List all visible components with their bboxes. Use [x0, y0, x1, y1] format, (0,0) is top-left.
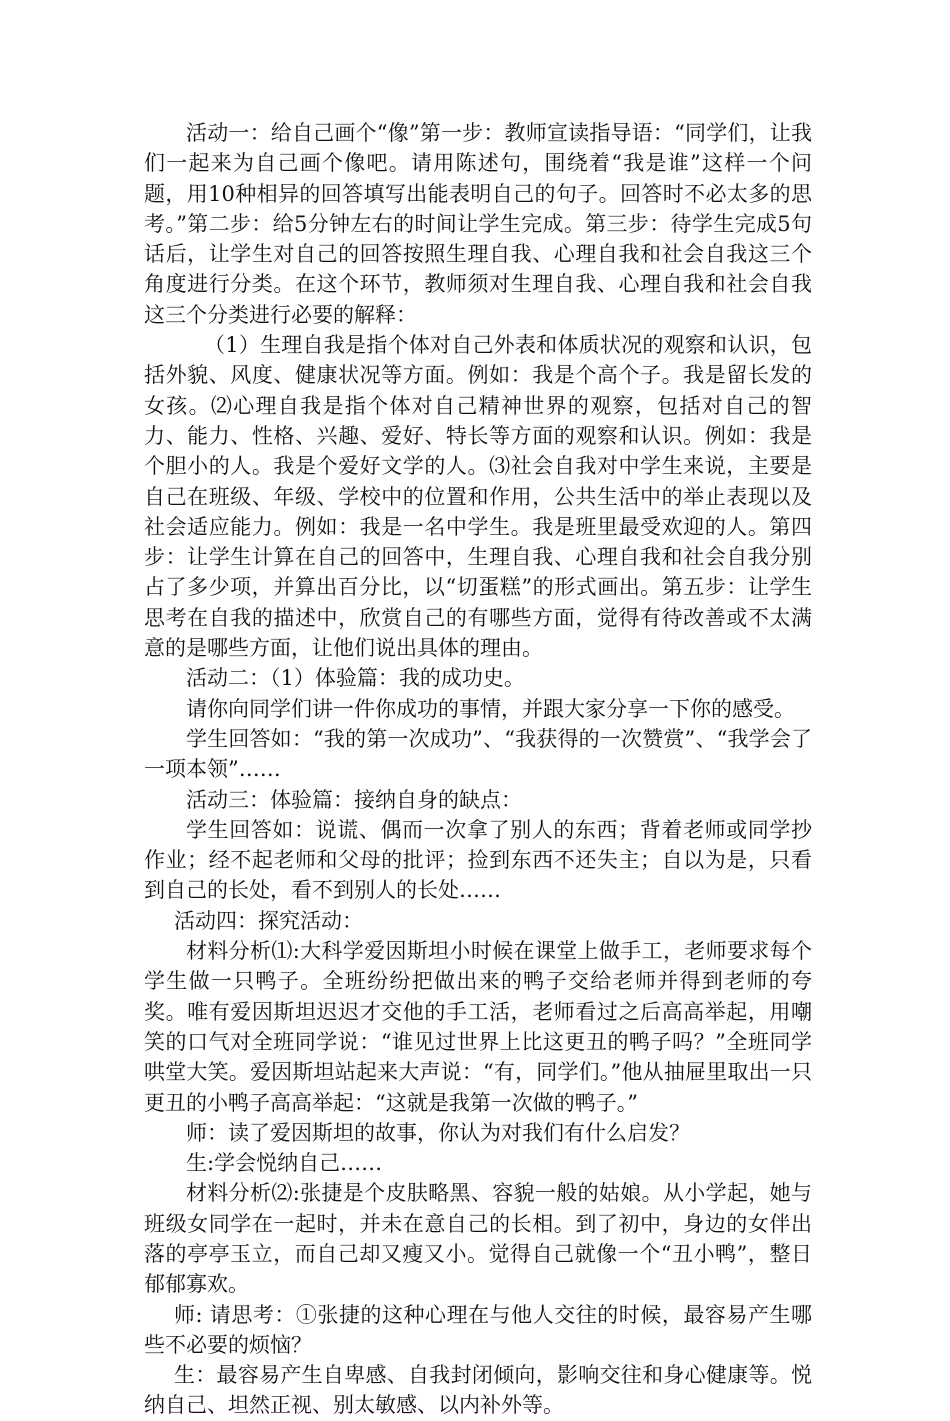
paragraph-teacher-question-two: 师: 请思考：①张捷的这种心理在与他人交往的时候，最容易产生哪些不必要的烦恼？ [144, 1302, 812, 1357]
paragraph-material-one: 材料分析⑴:大科学爱因斯坦小时候在课堂上做手工，老师要求每个学生做一只鸭子。全班纷纷把做出来的鸭子交给老师并得到老师的夸奖。唯有爱因斯坦迟迟才交他的手工活，老师看过之后高高举起，用嘲笑的口气对全班同学说：“谁见过世界上比这更丑的鸭子吗？”全班同学哄堂大笑。爱因斯坦站起来大声说：“有，同学们。”他从抽屉里取出一只更丑的小鸭子高高举起：“这就是我第一次做的鸭子。” [144, 939, 812, 1115]
paragraph-student-reply-two: 生：最容易产生自卑感、自我封闭倾向，影响交往和身心健康等。悦纳自己、坦然正视、别太敏感、以内补外等。 [144, 1363, 812, 1418]
paragraph-material-two: 材料分析⑵:张捷是个皮肤略黑、容貌一般的姑娘。从小学起，她与班级女同学在一起时，并未在意自己的长相。到了初中，身边的女伴出落的亭亭玉立，而自己却又瘦又小。觉得自己就像一个“丑小鸭”，整日郁郁寡欢。 [144, 1181, 812, 1297]
paragraph-student-reply-one: 生:学会悦纳自己…… [186, 1151, 383, 1176]
document-body [144, 118, 812, 1421]
paragraph-student-answers-success: 学生回答如：“我的第一次成功”、“我获得的一次赞赏”、“我学会了一项本领”…… [144, 726, 812, 782]
paragraph-success-story-prompt: 请你向同学们讲一件你成功的事情，并跟大家分享一下你的感受。 [186, 696, 795, 721]
paragraph-activity-four: 活动四：探究活动： [174, 908, 363, 933]
paragraph-activity-two: 活动二：（1）体验篇：我的成功史。 [186, 666, 525, 691]
paragraph-student-answers-shortcomings: 学生回答如：说谎、偶而一次拿了别人的东西；背着老师或同学抄作业；经不起老师和父母的批评；捡到东西不还失主；自以为是，只看到自己的长处，看不到别人的长处…… [144, 817, 812, 903]
paragraph-activity-three: 活动三：体验篇：接纳自身的缺点： [186, 787, 522, 812]
paragraph-teacher-question-one: 师：读了爱因斯坦的故事，你认为对我们有什么启发？ [186, 1120, 690, 1145]
paragraph-activity-one: 活动一：给自己画个“像”第一步：教师宣读指导语：“同学们，让我们一起来为自己画个像吧。请用陈述句，围绕着“我是谁”这样一个问题，用10种相异的回答填写出能表明自己的句子。回答时不必太多的思考。”第二步：给5分钟左右的时间让学生完成。第三步：待学生完成5句话后，让学生对自己的回答按照生理自我、心理自我和社会自我这三个角度进行分类。在这个环节，教师须对生理自我、心理自我和社会自我这三个分类进行必要的解释： [144, 121, 812, 327]
paragraph-self-categories: （1）生理自我是指个体对自己外表和体质状况的观察和认识，包括外貌、风度、健康状况等方面。例如：我是个高个子。我是留长发的女孩。⑵心理自我是指个体对自己精神世界的观察，包括对自己的智力、能力、性格、兴趣、爱好、特长等方面的观察和认识。例如：我是个胆小的人。我是个爱好文学的人。⑶社会自我对中学生来说，主要是自己在班级、年级、学校中的位置和作用，公共生活中的举止表现以及社会适应能力。例如：我是一名中学生。我是班里最受欢迎的人。第四步：让学生计算在自己的回答中，生理自我、心理自我和社会自我分别占了多少项，并算出百分比，以“切蛋糕”的形式画出。第五步：让学生思考在自我的描述中，欣赏自己的有哪些方面，觉得有待改善或不太满意的是哪些方面，让他们说出具体的理由。 [144, 333, 812, 661]
